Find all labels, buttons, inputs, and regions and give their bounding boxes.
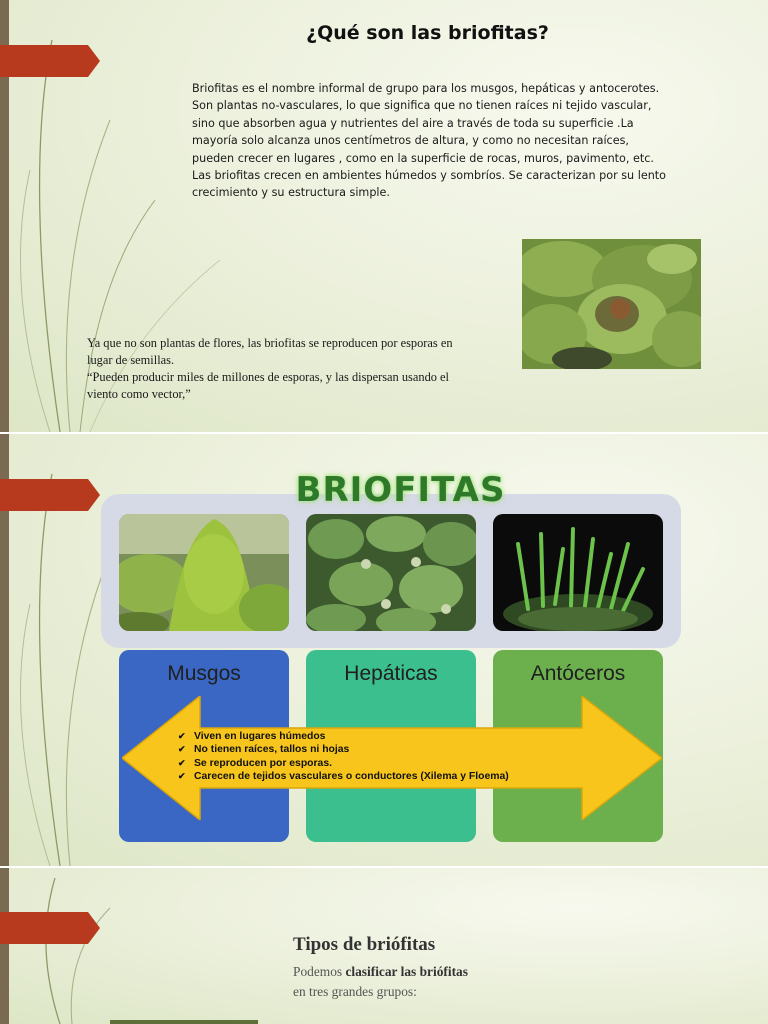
hepaticas-label: Hepáticas — [344, 662, 438, 685]
antoceros-photo — [493, 514, 663, 631]
slide-tab-marker — [0, 45, 100, 77]
types-text-post: en tres grandes grupos: — [293, 984, 417, 999]
slide-tab-marker — [0, 912, 100, 944]
characteristic-item: ✔ Carecen de tejidos vasculares o conductores (Xilema y Floema) — [178, 770, 509, 783]
reproduction-line: Ya que no son plantas de flores, las briofitas se reproducen por esporas en lugar de semillas. — [87, 336, 453, 367]
left-bar — [0, 868, 9, 1024]
characteristic-item: ✔ Viven en lugares húmedos — [178, 730, 509, 743]
types-photo — [110, 1020, 258, 1024]
characteristic-item: ✔ Se reproducen por esporas. — [178, 757, 509, 770]
types-text-bold: clasificar las briófitas — [345, 964, 468, 979]
intro-paragraph: Briofitas es el nombre informal de grupo para los musgos, hepáticas y antocerotes. Son plantas no-vasculares, lo que significa que no tienen raíces ni tejido vascular, sino que absorben agua y nutrientes del aire a través de toda su superficie .La mayoría solo alcanza unos centímetros de altura, y como no necesitan raíces, pueden crecer en lugares , como en la superficie de rocas, muros, pavimento, etc. Las briofitas crecen en ambientes húmedos y sombríos. Se caracterizan por su lento crecimiento y su estructura simple. — [192, 82, 667, 200]
slide-types-of-bryophytes — [0, 868, 768, 1024]
types-title: Tipos de briófitas — [293, 934, 436, 955]
slide-bryophyte-groups — [0, 434, 768, 866]
types-text — [293, 962, 468, 1002]
reproduction-text — [87, 335, 467, 403]
characteristics-list — [178, 730, 509, 784]
slide-tab-marker — [0, 479, 100, 511]
diagram-title: BRIOFITAS — [295, 470, 506, 510]
types-text-pre: Podemos — [293, 964, 346, 979]
musgos-label: Musgos — [167, 662, 241, 685]
characteristic-item: ✔ No tienen raíces, tallos ni hojas — [178, 743, 509, 756]
hepaticas-photo — [306, 514, 476, 631]
quote-line: “Pueden producir miles de millones de esporas, y las dispersan usando el viento como vector,” — [87, 370, 449, 401]
musgos-photo — [119, 514, 289, 631]
moss-photo — [522, 239, 701, 369]
antoceros-label: Antóceros — [530, 662, 626, 685]
slide-what-are-bryophytes — [0, 0, 768, 432]
slide-title: ¿Qué son las briofitas? — [306, 22, 549, 44]
